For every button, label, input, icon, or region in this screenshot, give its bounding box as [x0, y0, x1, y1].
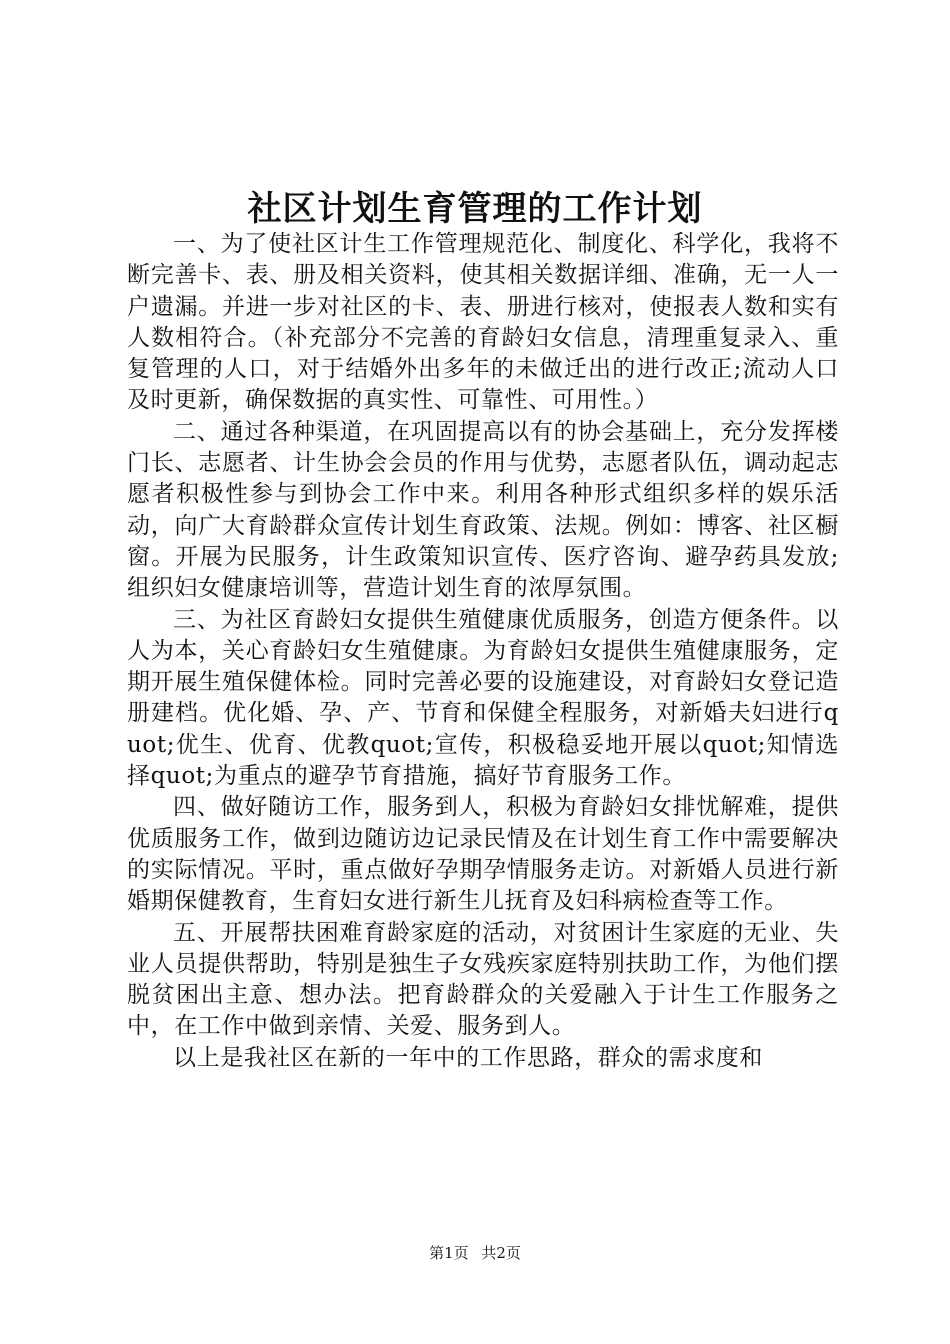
page-footer: [0, 1242, 950, 1264]
paragraph-4: 四、做好随访工作，服务到人，积极为育龄妇女排忧解难，提供优质服务工作，做到边随访边记录民情及在计划生育工作中需要解决的实际情况。平时，重点做好孕期孕情服务走访。对新婚人员进行新婚期保健教育，生育妇女进行新生儿抚育及妇科病检查等工作。: [127, 794, 839, 915]
document-title: 社区计划生育管理的工作计划: [247, 189, 703, 229]
page-number: 第1页: [429, 1244, 469, 1262]
document-body: [127, 229, 839, 1074]
paragraph-3: 三、为社区育龄妇女提供生殖健康优质服务，创造方便条件。以人为本，关心育龄妇女生殖健康。为育龄妇女提供生殖健康服务，定期开展生殖保健体检。同时完善必要的设施建设，对育龄妇女登记造册建档。优化婚、孕、产、节育和保健全程服务，对新婚夫妇进行quot;优生、优育、优教quot;宣传，积极稳妥地开展以quot;知情选择quot;为重点的避孕节育措施，搞好节育服务工作。: [127, 606, 839, 790]
paragraph-1: 一、为了使社区计生工作管理规范化、制度化、科学化，我将不断完善卡、表、册及相关资料，使其相关数据详细、准确，无一人一户遗漏。并进一步对社区的卡、表、册进行核对，使报表人数和实有人数相符合。（补充部分不完善的育龄妇女信息，清理重复录入、重复管理的人口，对于结婚外出多年的未做迁出的进行改正;流动人口及时更新，确保数据的真实性、可靠性、可用性。）: [127, 231, 839, 414]
paragraph-2: 二、通过各种渠道，在巩固提高以有的协会基础上，充分发挥楼门长、志愿者、计生协会会员的作用与优势，志愿者队伍，调动起志愿者积极性参与到协会工作中来。利用各种形式组织多样的娱乐活动，向广大育龄群众宣传计划生育政策、法规。例如：博客、社区橱窗。开展为民服务，计生政策知识宣传、医疗咨询、避孕药具发放;组织妇女健康培训等，营造计划生育的浓厚氛围。: [127, 418, 839, 602]
paragraph-5: 五、开展帮扶困难育龄家庭的活动，对贫困计生家庭的无业、失业人员提供帮助，特别是独生子女残疾家庭特别扶助工作，为他们摆脱贫困出主意、想办法。把育龄群众的关爱融入于计生工作服务之中，在工作中做到亲情、关爱、服务到人。: [127, 919, 839, 1040]
page-total: 共2页: [481, 1244, 521, 1262]
paragraph-6: 以上是我社区在新的一年中的工作思路，群众的需求度和: [173, 1044, 763, 1071]
